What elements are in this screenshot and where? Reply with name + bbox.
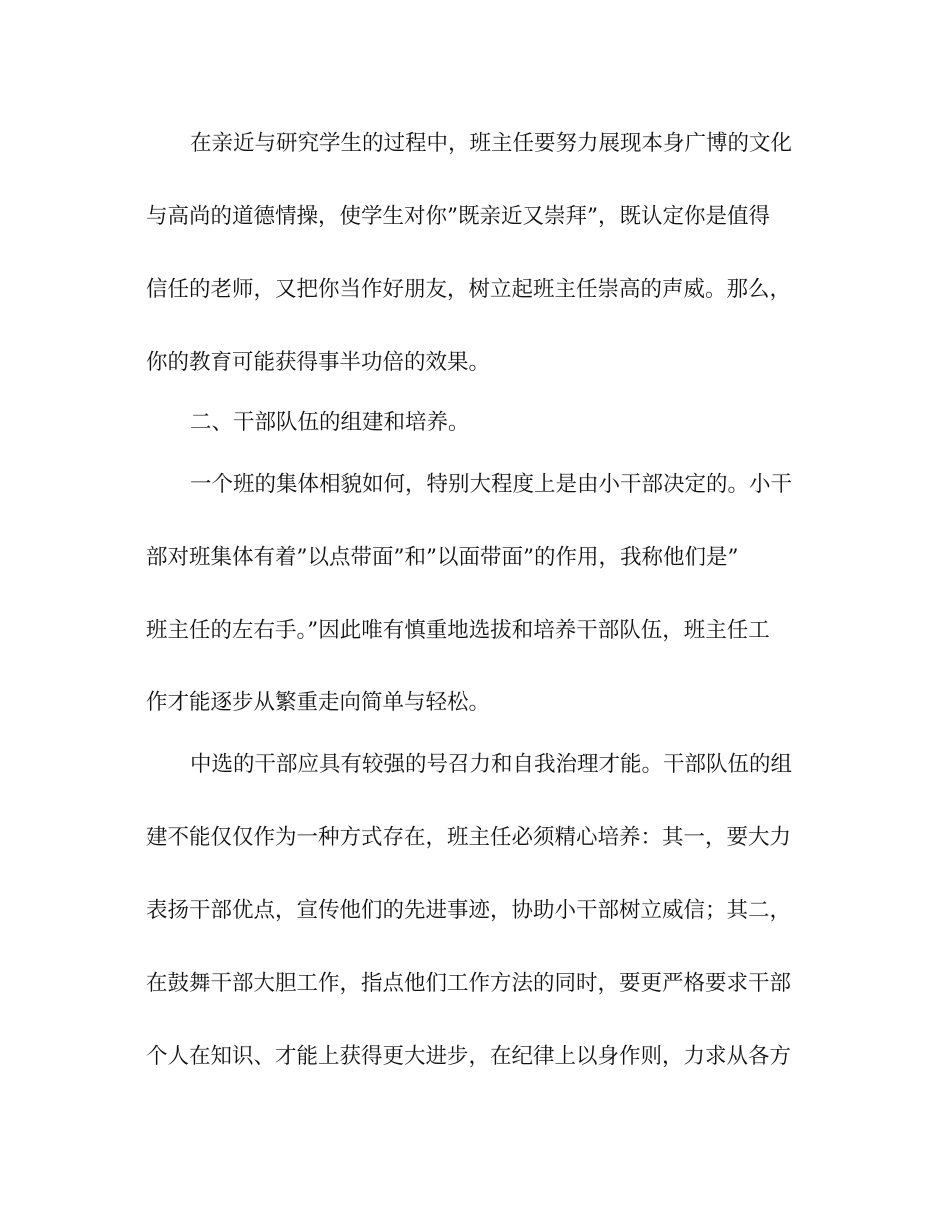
paragraph-line: 你的教育可能获得事半功倍的效果。	[146, 350, 491, 375]
section-heading: 二、干部队伍的组建和培养。	[190, 410, 470, 435]
paragraph-line: 信任的老师，又把你当作好朋友，树立起班主任崇高的声威。那么，	[146, 277, 792, 302]
paragraph-line: 中选的干部应具有较强的号召力和自我治理才能。干部队伍的组	[190, 752, 793, 777]
paragraph-line: 作才能逐步从繁重走向简单与轻松。	[146, 690, 491, 715]
paragraph-line: 在亲近与研究学生的过程中，班主任要努力展现本身广博的文化	[190, 131, 793, 156]
paragraph-line: 个人在知识、才能上获得更大进步，在纪律上以身作则，力求从各方	[146, 1044, 792, 1069]
paragraph-line: 部对班集体有着”以点带面”和”以面带面”的作用，我称他们是”	[146, 545, 739, 570]
paragraph-line: 一个班的集体相貌如何，特别大程度上是由小干部决定的。小干	[190, 472, 793, 497]
paragraph-line: 建不能仅仅作为一种方式存在，班主任必须精心培养：其一，要大力	[146, 825, 792, 850]
paragraph-line: 在鼓舞干部大胆工作，指点他们工作方法的同时，要更严格要求干部	[146, 971, 792, 996]
paragraph-line: 班主任的左右手。”因此唯有慎重地选拔和培养干部队伍，班主任工	[146, 618, 770, 643]
paragraph-line: 表扬干部优点，宣传他们的先进事迹，协助小干部树立威信；其二，	[146, 898, 792, 923]
paragraph-line: 与高尚的道德情操，使学生对你”既亲近又崇拜”，既认定你是值得	[146, 204, 770, 229]
